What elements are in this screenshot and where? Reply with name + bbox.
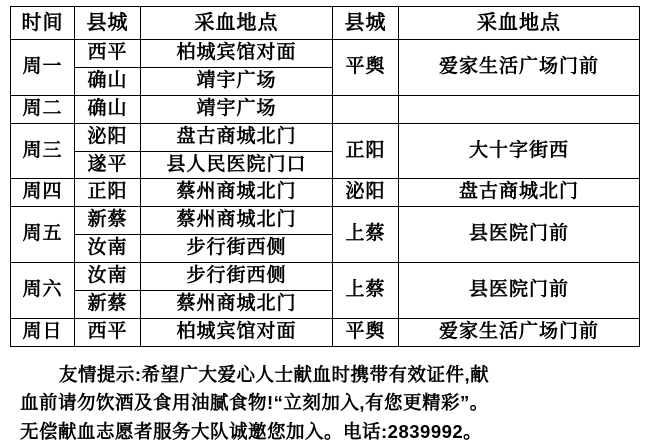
location-cell-secondary: 爱家生活广场门前	[399, 40, 640, 96]
day-cell: 周五	[11, 207, 75, 263]
note-line-2: 血前请勿饮酒及食用油腻食物!“立刻加入,有您更精彩”。	[20, 392, 489, 414]
table-row	[11, 123, 640, 151]
county-cell-secondary: 平舆	[333, 318, 399, 346]
table-header	[11, 7, 640, 40]
friendly-reminder-note	[10, 361, 639, 447]
location-cell: 盘古商城北门	[141, 123, 333, 151]
blood-donation-schedule-table	[10, 6, 640, 347]
location-cell-secondary: 县医院门前	[399, 263, 640, 319]
column-header-county-1: 县城	[75, 7, 141, 40]
county-cell: 确山	[75, 95, 141, 123]
day-cell: 周日	[11, 318, 75, 346]
county-cell-secondary: 泌阳	[333, 179, 399, 207]
column-header-county-2: 县城	[333, 7, 399, 40]
county-cell: 汝南	[75, 263, 141, 291]
location-cell-secondary: 大十字街西	[399, 123, 640, 179]
table-body	[11, 40, 640, 347]
location-cell-secondary: 爱家生活广场门前	[399, 318, 640, 346]
county-cell: 西平	[75, 40, 141, 68]
column-header-time: 时间	[11, 7, 75, 40]
day-cell: 周二	[11, 95, 75, 123]
county-cell: 正阳	[75, 179, 141, 207]
table-row	[11, 318, 640, 346]
location-cell: 蔡州商城北门	[141, 291, 333, 319]
day-cell: 周六	[11, 263, 75, 319]
location-cell: 柏城宾馆对面	[141, 318, 333, 346]
day-cell: 周四	[11, 179, 75, 207]
county-cell: 遂平	[75, 151, 141, 179]
county-cell: 泌阳	[75, 123, 141, 151]
table-row	[11, 95, 640, 123]
day-cell: 周一	[11, 40, 75, 96]
location-cell: 靖宇广场	[141, 95, 333, 123]
location-cell-secondary: 盘古商城北门	[399, 179, 640, 207]
county-cell-secondary: 正阳	[333, 123, 399, 179]
column-header-location-1: 采血地点	[141, 7, 333, 40]
table-row	[11, 207, 640, 235]
location-cell: 步行街西侧	[141, 263, 333, 291]
table-row	[11, 179, 640, 207]
county-cell: 汝南	[75, 235, 141, 263]
location-cell: 柏城宾馆对面	[141, 40, 333, 68]
county-cell: 新蔡	[75, 207, 141, 235]
location-cell: 步行街西侧	[141, 235, 333, 263]
location-cell: 靖宇广场	[141, 67, 333, 95]
county-cell-secondary	[333, 95, 399, 123]
location-cell: 县人民医院门口	[141, 151, 333, 179]
county-cell-secondary: 上蔡	[333, 263, 399, 319]
table-row	[11, 40, 640, 68]
location-cell-secondary: 县医院门前	[399, 207, 640, 263]
county-cell-secondary: 上蔡	[333, 207, 399, 263]
table-row	[11, 263, 640, 291]
location-cell: 蔡州商城北门	[141, 207, 333, 235]
county-cell-secondary: 平舆	[333, 40, 399, 96]
location-cell: 蔡州商城北门	[141, 179, 333, 207]
location-cell-secondary	[399, 95, 640, 123]
note-line-1-text: 友情提示:希望广大爱心人士献血时携带有效证件,献	[58, 363, 490, 385]
column-header-location-2: 采血地点	[399, 7, 640, 40]
table-header-row	[11, 7, 640, 40]
county-cell: 确山	[75, 67, 141, 95]
note-line-1	[20, 361, 623, 390]
day-cell: 周三	[11, 123, 75, 179]
note-line-3: 无偿献血志愿者服务大队诚邀您加入。电话:2839992。	[20, 421, 483, 443]
county-cell: 西平	[75, 318, 141, 346]
county-cell: 新蔡	[75, 291, 141, 319]
